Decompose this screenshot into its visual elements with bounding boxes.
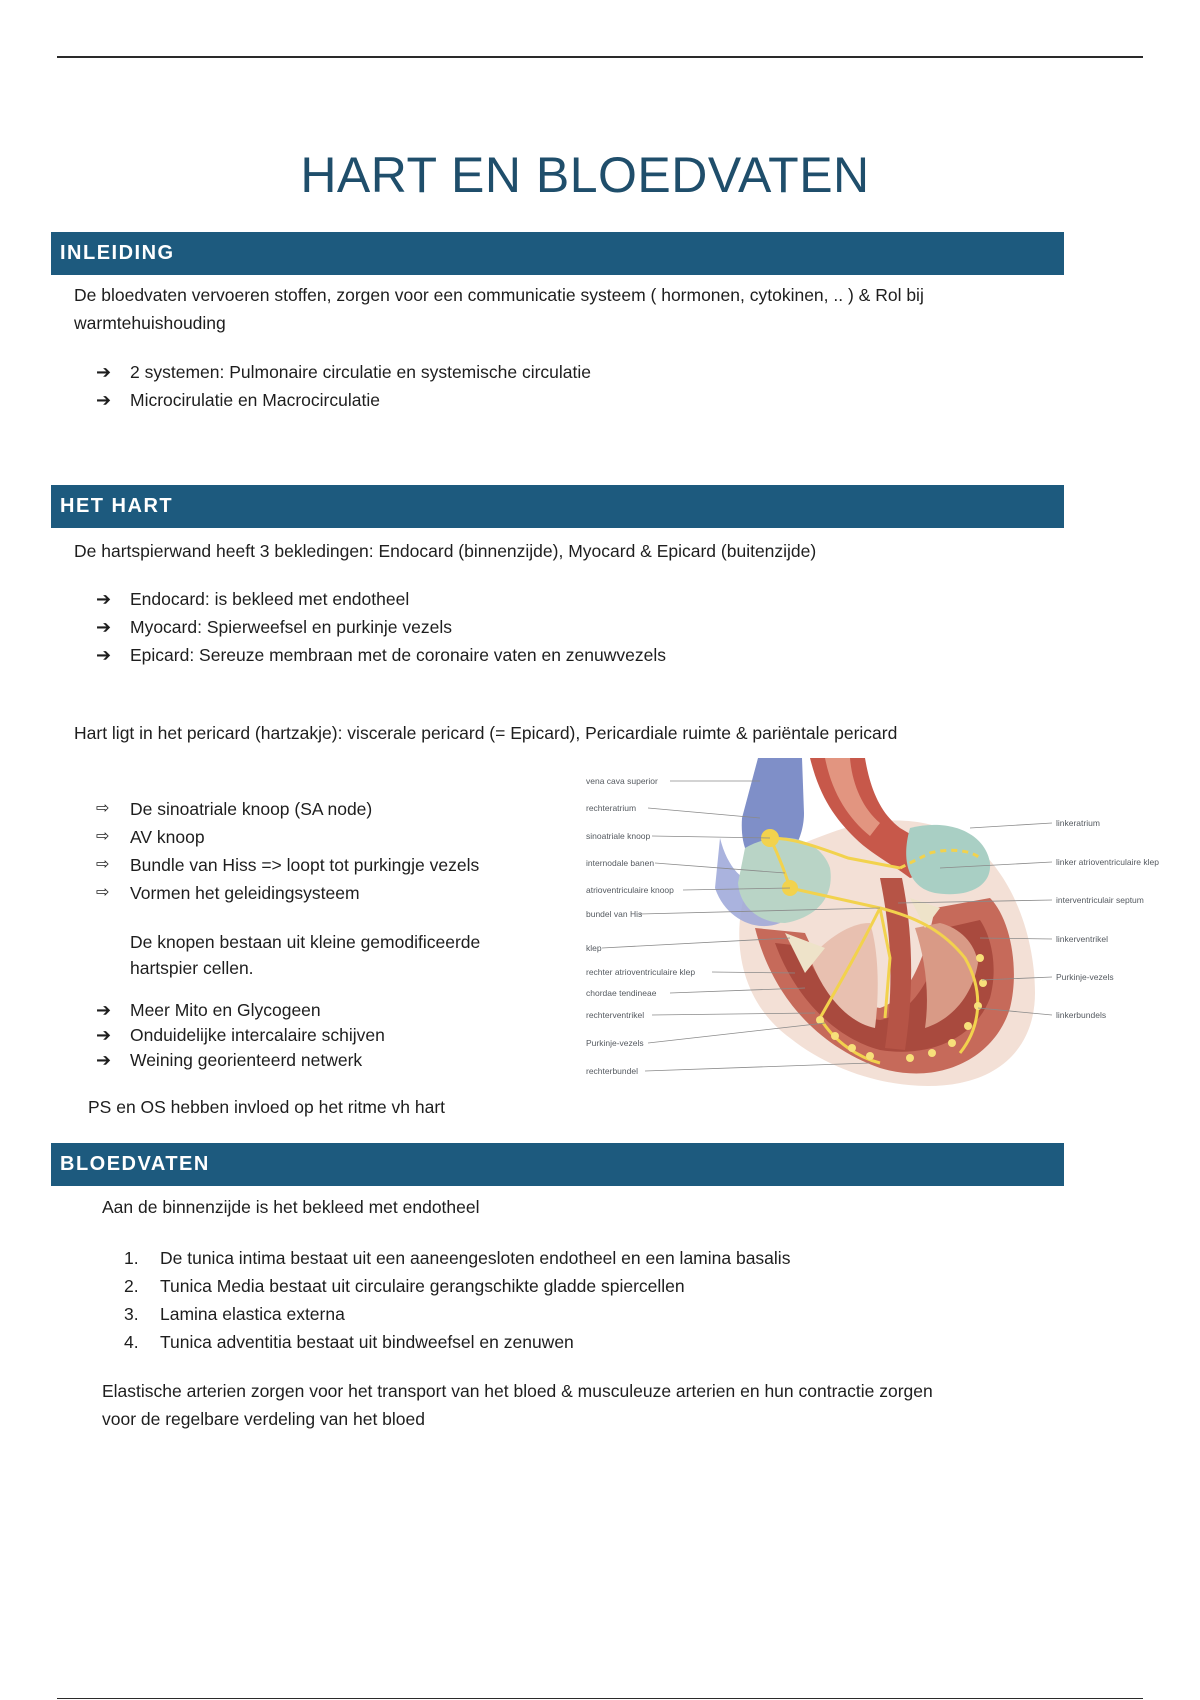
hart-intro: De hartspierwand heeft 3 bekledingen: Endocard (binnenzijde), Myocard & Epicard (buitenzijde) (74, 541, 817, 561)
heart-conduction-figure (580, 758, 1180, 1103)
list-number: 2. (124, 1276, 139, 1296)
section-heading-inleiding: INLEIDING (51, 232, 1064, 275)
list-item-text: Onduidelijke intercalaire schijven (130, 1025, 385, 1045)
figure-label: klep (586, 943, 602, 953)
list-item-text: Endocard: is bekleed met endotheel (130, 589, 410, 609)
hollow-arrow-icon: ⇨ (96, 884, 110, 901)
section-heading-het-hart: HET HART (51, 485, 1064, 528)
section-heading-bloedvaten: BLOEDVATEN (51, 1143, 1064, 1186)
list-item (96, 1047, 385, 1073)
figure-label: sinoatriale knoop (586, 831, 651, 841)
solid-arrow-icon: ➔ (96, 362, 112, 382)
bloedvaten-closing-line1: Elastische arterien zorgen voor het transport van het bloed & musculeuze arterien en hun contractie zorgen (102, 1381, 933, 1401)
bottom-rule (57, 1698, 1143, 1699)
list-item (96, 823, 479, 851)
list-item-text: Vormen het geleidingsysteem (130, 883, 360, 903)
figure-label: rechteratrium (586, 803, 637, 813)
list-item (124, 1244, 790, 1272)
figure-label: Purkinje-vezels (1056, 972, 1114, 982)
list-item (96, 851, 479, 879)
hollow-arrow-icon: ⇨ (96, 828, 110, 845)
list-item (96, 997, 385, 1023)
figure-label: Purkinje-vezels (586, 1038, 644, 1048)
vessel-layers-list (124, 1244, 790, 1356)
figure-label: bundel van His (586, 909, 643, 919)
solid-arrow-icon: ➔ (96, 589, 112, 609)
solid-arrow-icon: ➔ (96, 617, 112, 637)
figure-label: chordae tendineae (586, 988, 657, 998)
pericard-text: Hart ligt in het pericard (hartzakje): viscerale pericard (= Epicard), Pericardiale ruimte & pariëntale pericard (74, 723, 898, 743)
inleiding-intro-line2: warmtehuishouding (74, 313, 226, 333)
list-item (96, 1023, 385, 1047)
list-item-text: 2 systemen: Pulmonaire circulatie en systemische circulatie (130, 362, 592, 382)
ps-os-text: PS en OS hebben invloed op het ritme vh hart (88, 1097, 446, 1117)
figure-label: rechter atrioventriculaire klep (586, 967, 696, 977)
hollow-arrow-icon: ⇨ (96, 800, 110, 817)
list-item-text: AV knoop (130, 827, 205, 847)
figure-label: atrioventriculaire knoop (586, 885, 674, 895)
solid-arrow-icon: ➔ (96, 645, 112, 665)
list-item-text: Tunica adventitia bestaat uit bindweefsel en zenuwen (160, 1332, 574, 1352)
figure-label: rechterbundel (586, 1066, 638, 1076)
list-number: 1. (124, 1248, 139, 1268)
figure-label: internodale banen (586, 858, 655, 868)
list-item-text: Lamina elastica externa (160, 1304, 345, 1324)
list-number: 4. (124, 1332, 139, 1352)
list-item (96, 386, 591, 414)
list-item (96, 613, 666, 641)
knopen-line1: De knopen bestaan uit kleine gemodificeerde (130, 932, 481, 952)
hollow-arrow-icon: ⇨ (96, 856, 110, 873)
figure-label: linkerventrikel (1056, 934, 1108, 944)
solid-arrow-icon: ➔ (96, 1025, 112, 1045)
solid-arrow-icon: ➔ (96, 1050, 112, 1070)
figure-label: rechterventrikel (586, 1010, 645, 1020)
figure-label: interventriculair septum (1056, 895, 1144, 905)
heart-illustration (715, 758, 1035, 1086)
bloedvaten-closing (102, 1377, 933, 1433)
list-item-text: De tunica intima bestaat uit een aaneengesloten endotheel en een lamina basalis (160, 1248, 791, 1268)
list-item-text: Microcirulatie en Macrocirculatie (130, 390, 380, 410)
bloedvaten-intro: Aan de binnenzijde is het bekleed met endotheel (102, 1197, 480, 1217)
list-item-text: Bundle van Hiss => loopt tot purkingje vezels (130, 855, 480, 875)
solid-arrow-icon: ➔ (96, 1000, 112, 1020)
list-item (96, 641, 666, 669)
list-item (124, 1272, 790, 1300)
list-item (96, 795, 479, 823)
hart-layers-list (96, 585, 666, 669)
inleiding-bullet-list (96, 358, 591, 414)
list-item (96, 358, 591, 386)
bloedvaten-closing-line2: voor de regelbare verdeling van het bloed (102, 1409, 425, 1429)
figure-label: linkerbundels (1056, 1010, 1107, 1020)
node-properties-list (96, 997, 385, 1073)
list-item-text: Myocard: Spierweefsel en purkinje vezels (130, 617, 452, 637)
list-item (124, 1300, 790, 1328)
list-item-text: Weining georienteerd netwerk (130, 1050, 363, 1070)
top-rule (57, 56, 1143, 58)
figure-label: linker atrioventriculaire klep (1056, 857, 1159, 867)
page-title: HART EN BLOEDVATEN (300, 147, 870, 203)
list-item-text: Meer Mito en Glycogeen (130, 1000, 321, 1020)
list-item-text: De sinoatriale knoop (SA node) (130, 799, 373, 819)
solid-arrow-icon: ➔ (96, 390, 112, 410)
list-item-text: Tunica Media bestaat uit circulaire gerangschikte gladde spiercellen (160, 1276, 685, 1296)
figure-label: vena cava superior (586, 776, 658, 786)
knopen-text (130, 929, 480, 981)
conduction-list (96, 795, 479, 907)
figure-label: linkeratrium (1056, 818, 1100, 828)
knopen-line2: hartspier cellen. (130, 958, 254, 978)
list-item (96, 879, 479, 907)
list-item (96, 585, 666, 613)
list-number: 3. (124, 1304, 139, 1324)
inleiding-intro (74, 281, 924, 337)
list-item (124, 1328, 790, 1356)
inleiding-intro-line1: De bloedvaten vervoeren stoffen, zorgen voor een communicatie systeem ( hormonen, cytokinen, .. ) & Rol bij (74, 285, 924, 305)
list-item-text: Epicard: Sereuze membraan met de coronaire vaten en zenuwvezels (130, 645, 666, 665)
